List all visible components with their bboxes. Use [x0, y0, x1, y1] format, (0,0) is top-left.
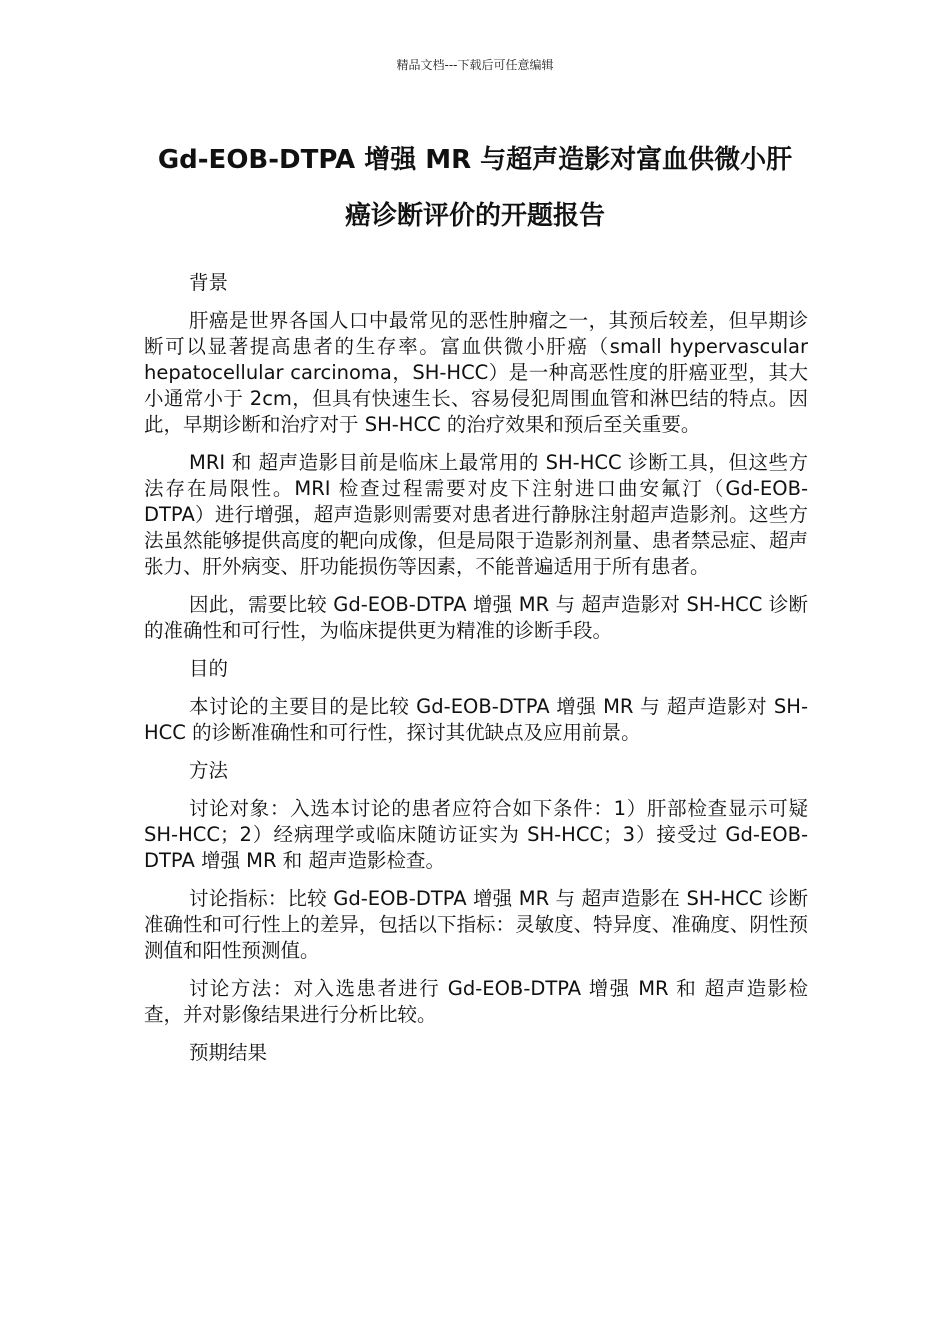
- paragraph-method-2: 讨论指标：比较 Gd-EOB-DTPA 增强 MR 与 超声造影在 SH-HCC 诊断准确性和可行性上的差异，包括以下指标：灵敏度、特异度、准确度、阴性预测值和阳性预测值。: [144, 887, 808, 962]
- section-heading-purpose: 目的: [189, 657, 229, 680]
- paragraph-method-3: 讨论方法：对入选患者进行 Gd-EOB-DTPA 增强 MR 和 超声造影检查，并对影像结果进行分析比较。: [144, 977, 808, 1026]
- paragraph-background-3: 因此，需要比较 Gd-EOB-DTPA 增强 MR 与 超声造影对 SH-HCC 诊断的准确性和可行性，为临床提供更为精准的诊断手段。: [144, 593, 808, 642]
- paragraph-method-1: 讨论对象：入选本讨论的患者应符合如下条件：1）肝部检查显示可疑 SH-HCC；2）经病理学或临床随访证实为 SH-HCC；3）接受过 Gd-EOB-DTPA 增强 MR 和 超声造影检查。: [144, 797, 808, 872]
- section-heading-expected-results: 预期结果: [189, 1041, 268, 1064]
- title-line-2: 癌诊断评价的开题报告: [344, 201, 605, 231]
- title-line-1: Gd-EOB-DTPA 增强 MR 与超声造影对富血供微小肝: [157, 145, 793, 175]
- header-note: 精品文档---下载后可任意编辑: [396, 58, 554, 72]
- document-body: [144, 270, 808, 1078]
- section-heading-method: 方法: [189, 759, 229, 782]
- paragraph-background-2: MRI 和 超声造影目前是临床上最常用的 SH-HCC 诊断工具，但这些方法存在局限性。MRI 检查过程需要对皮下注射进口曲安氟汀（Gd-EOB-DTPA）进行增强，超声造影则需要对患者进行静脉注射超声造影剂。这些方法虽然能够提供高度的靶向成像，但是局限于造影剂剂量、患者禁忌症、超声张力、肝外病变、肝功能损伤等因素，不能普遍适用于所有患者。: [144, 451, 808, 578]
- paragraph-purpose-1: 本讨论的主要目的是比较 Gd-EOB-DTPA 增强 MR 与 超声造影对 SH-HCC 的诊断准确性和可行性，探讨其优缺点及应用前景。: [144, 695, 808, 744]
- document-title: [120, 132, 830, 244]
- paragraph-background-1: 肝癌是世界各国人口中最常见的恶性肿瘤之一，其预后较差，但早期诊断可以显著提高患者的生存率。富血供微小肝癌（small hypervascular hepatocellular carcinoma，SH-HCC）是一种高恶性度的肝癌亚型，其大小通常小于 2cm，但具有快速生长、容易侵犯周围血管和淋巴结的特点。因此，早期诊断和治疗对于 SH-HCC 的治疗效果和预后至关重要。: [144, 309, 808, 436]
- section-heading-background: 背景: [189, 271, 229, 294]
